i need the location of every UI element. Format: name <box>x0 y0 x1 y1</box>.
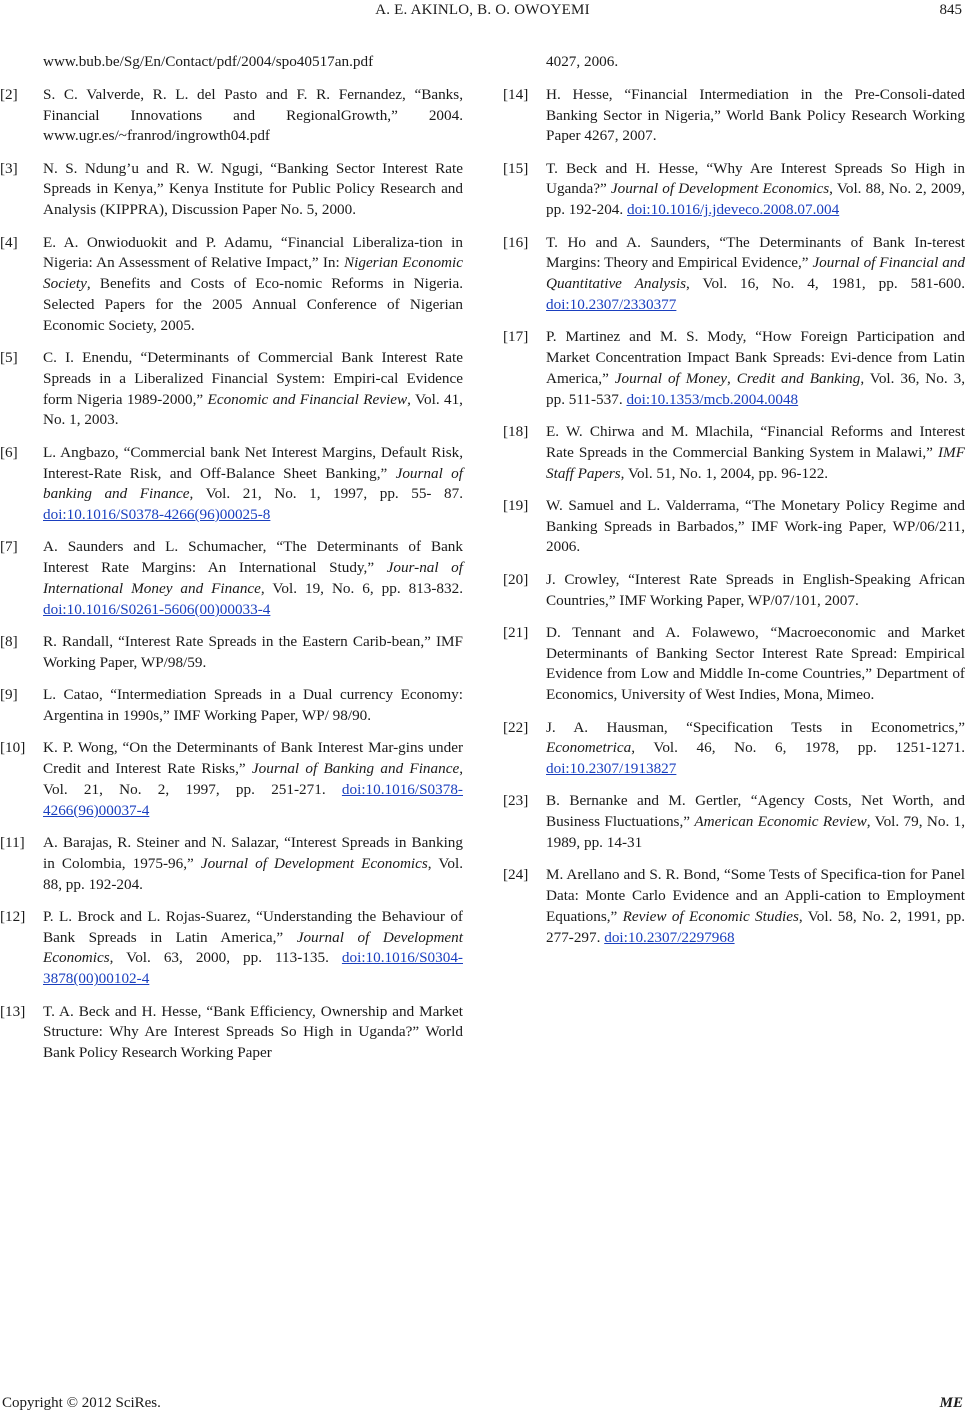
reference-number: [6] <box>0 443 18 461</box>
reference-11 <box>0 833 463 895</box>
reference-text: W. Samuel and L. Valderrama, “The Monetary Policy Regime and Banking Spreads in Barbados,” IMF Work-ing Paper, WP/06/211, 2006. <box>546 496 965 556</box>
reference-text: P. L. Brock and L. Rojas-Suarez, “Understanding the Behaviour of Bank Spreads in Latin America,” <box>43 907 463 946</box>
reference-14 <box>503 85 965 147</box>
reference-details: , Vol. 79, No. 1, 1989, pp. 14-31 <box>546 813 965 851</box>
reference-number: [21] <box>503 623 529 641</box>
publication-title: Journal of Banking and Finance <box>251 760 460 778</box>
reference-text: A. Saunders and L. Schumacher, “The Determinants of Bank Interest Rate Margins: An International Study,” <box>43 538 463 577</box>
reference-text: J. A. Hausman, “Specification Tests in Econometrics,” <box>546 718 965 736</box>
reference-number: [24] <box>503 866 529 884</box>
continued-text: 4027, 2006. <box>546 53 619 70</box>
doi-link[interactable]: doi:10.2307/2297968 <box>604 928 735 946</box>
publication-title: Journal of Money <box>614 369 728 387</box>
publication-title: Review of Economic Studies <box>622 907 799 925</box>
reference-text: B. Bernanke and M. Gertler, “Agency Costs, Net Worth, and Business Fluctuations,” <box>546 792 965 831</box>
reference-text: S. C. Valverde, R. L. del Pasto and F. R. Fernandez, “Banks, Financial Innovations and RegionalGrowth,” 2004. www.ugr.es/~franrod/ingrowth04.pdf <box>43 85 463 145</box>
doi-link[interactable]: doi:10.1016/j.jdeveco.2008.07.004 <box>627 201 840 219</box>
publication-title: American Economic Review <box>694 813 867 831</box>
publication-title: IMF Staff Papers <box>546 443 965 482</box>
reference-text: D. Tennant and A. Folawewo, “Macroeconomic and Market Determinants of Banking Sector Interest Rate Spread: Empirical Evidence from Low and Middle In-come Countries,” Department of Economics, University of West Indies, Mona, Mimeo. <box>546 623 965 704</box>
reference-details: , Vol. 16, No. 4, 1981, pp. 581-600. <box>686 275 965 293</box>
reference-text: C. I. Enendu, “Determinants of Commercial Bank Interest Rate Spreads in a Liberalized Financial System: Empiri-cal Evidence form Nigeria 1989-2000,” <box>43 349 463 408</box>
reference-text: N. S. Ndung’u and R. W. Ngugi, “Banking Sector Interest Rate Spreads in Kenya,” Kenya Institute for Public Policy Research and Analysis (KIPPRA), Discussion Paper No. 5, 2000. <box>43 159 463 219</box>
reference-number: [7] <box>0 538 18 556</box>
reference-number: [15] <box>503 159 529 177</box>
reference-text: L. Angbazo, “Commercial bank Net Interest Margins, Default Risk, Interest-Rate Risk, and Off-Balance Sheet Banking,” <box>43 443 463 482</box>
reference-17 <box>503 327 965 410</box>
reference-number: [13] <box>0 1002 26 1020</box>
reference-number: [11] <box>0 834 25 851</box>
reference-number: [10] <box>0 739 26 757</box>
reference-text: T. A. Beck and H. Hesse, “Bank Efficiency, Ownership and Market Structure: Why Are Interest Spreads So High in Uganda?” World Bank Policy Research Working Paper <box>43 1002 463 1062</box>
reference-6 <box>0 443 463 526</box>
running-header <box>0 0 965 24</box>
reference-21 <box>503 623 965 706</box>
doi-link[interactable]: doi:10.2307/1913827 <box>546 760 677 778</box>
reference-details: , Vol. 88, pp. 192-204. <box>43 854 463 893</box>
journal-abbreviation: ME <box>939 1395 963 1411</box>
reference-details: , Vol. 21, No. 1, 1997, pp. 55- 87. <box>189 485 463 503</box>
reference-22 <box>503 718 965 780</box>
doi-link[interactable]: doi:10.1016/S0378-4266(96)00025-8 <box>43 506 271 524</box>
references-right-column <box>503 52 965 960</box>
publication-title: Journal of Development Economics <box>200 854 428 872</box>
reference-number: [23] <box>503 792 529 810</box>
reference-text: J. Crowley, “Interest Rate Spreads in English-Speaking African Countries,” IMF Working Paper, WP/07/101, 2007. <box>546 570 965 609</box>
reference-details: , Vol. 19, No. 6, pp. 813-832. <box>260 580 463 598</box>
reference-2 <box>0 85 463 147</box>
reference-details: , Vol. 88, No. 2, 2009, pp. 192-204. <box>546 180 965 219</box>
reference-16 <box>503 233 965 316</box>
reference-4 <box>0 233 463 337</box>
publication-title: Journal of Development Economics <box>610 180 830 198</box>
reference-number: [4] <box>0 233 18 251</box>
reference-text: K. P. Wong, “On the Determinants of Bank Interest Mar-gins under Credit and Interest Rate Risks,” <box>43 739 463 778</box>
publication-title: Jour-nal of International Money and Finance <box>43 559 463 598</box>
reference-3 <box>0 159 463 221</box>
reference-19 <box>503 496 965 558</box>
reference-number: [5] <box>0 349 18 367</box>
header-authors: A. E. AKINLO, B. O. OWOYEMI <box>375 2 590 18</box>
reference-text: R. Randall, “Interest Rate Spreads in the Eastern Carib-bean,” IMF Working Paper, WP/98/59. <box>43 633 463 671</box>
publication-title: Journal of banking and Finance <box>43 464 463 503</box>
reference-details: , Vol. 41, No. 1, 2003. <box>43 390 463 429</box>
doi-link[interactable]: doi:10.1016/S0261-5606(00)00033-4 <box>43 600 271 618</box>
reference-18 <box>503 422 965 484</box>
publication-title: Journal of Financial and Quantitative Analysis <box>546 254 965 293</box>
publication-title-2: Credit and Banking <box>736 369 861 387</box>
publication-title: Econometrica <box>546 739 632 757</box>
publication-title: Nigerian Economic Society <box>43 254 463 293</box>
reference-details: , Vol. 58, No. 2, 1991, pp. 277-297. <box>546 907 965 946</box>
doi-link[interactable]: doi:10.1016/S0304-3878(00)00102-4 <box>43 949 463 988</box>
continued-url: www.bub.be/Sg/En/Contact/pdf/2004/spo40517an.pdf <box>43 53 374 70</box>
reference-text: T. Beck and H. Hesse, “Why Are Interest Spreads So High in Uganda?” <box>546 159 965 198</box>
reference-5 <box>0 348 463 431</box>
reference-12 <box>0 907 463 990</box>
reference-number: [3] <box>0 159 18 177</box>
reference-number: [22] <box>503 718 529 736</box>
reference-text: L. Catao, “Intermediation Spreads in a Dual currency Economy: Argentina in 1990s,” IMF Working Paper, WP/ 98/90. <box>43 686 463 725</box>
publication-title: Economic and Financial Review <box>207 390 408 408</box>
reference-10 <box>0 738 463 821</box>
reference-text: A. Barajas, R. Steiner and N. Salazar, “Interest Spreads in Banking in Colombia, 1975-96,” <box>43 834 463 872</box>
reference-number: [14] <box>503 85 529 103</box>
reference-number: [20] <box>503 570 529 588</box>
reference-text: M. Arellano and S. R. Bond, “Some Tests of Specifica-tion for Panel Data: Monte Carlo Evidence and an Appli-cation to Employment Equations,” <box>546 866 965 925</box>
doi-link[interactable]: doi:10.1353/mcb.2004.0048 <box>626 390 799 408</box>
reference-number: [8] <box>0 633 18 651</box>
reference-number: [17] <box>503 328 529 346</box>
publication-title: Journal of Development Economics <box>43 928 463 967</box>
reference-continuation <box>0 52 463 73</box>
copyright-notice: Copyright © 2012 SciRes. <box>2 1395 161 1411</box>
reference-details: , Vol. 36, No. 3, pp. 511-537. <box>546 369 965 408</box>
reference-details: , Vol. 51, No. 1, 2004, pp. 96-122. <box>620 464 829 482</box>
reference-text: P. Martinez and M. S. Mody, “How Foreign Participation and Market Concentration Impact Bank Spreads: Evi-dence from Latin America,” <box>546 328 965 387</box>
reference-details: , Vol. 21, No. 2, 1997, pp. 251-271. <box>43 760 463 798</box>
reference-7 <box>0 537 463 620</box>
reference-number: [18] <box>503 422 529 440</box>
doi-link[interactable]: doi:10.1016/S0378-4266(96)00037-4 <box>43 780 463 819</box>
title-separator: , <box>727 369 737 387</box>
reference-details: , Vol. 46, No. 6, 1978, pp. 1251-1271. <box>631 739 965 757</box>
doi-link[interactable]: doi:10.2307/2330377 <box>546 295 677 313</box>
reference-number: [19] <box>503 496 529 514</box>
reference-text: E. W. Chirwa and M. Mlachila, “Financial Reforms and Interest Rate Spreads in the Commercial Banking System in Malawi,” <box>546 422 965 461</box>
reference-9 <box>0 685 463 727</box>
references-left-column <box>0 52 463 1075</box>
reference-details: , Benefits and Costs of Eco-nomic Reforms in Nigeria. Selected Papers for the 2005 Annual Conference of Nigerian Economic Society, 2005. <box>43 275 463 334</box>
reference-text: E. A. Onwioduokit and P. Adamu, “Financial Liberaliza-tion in Nigeria: An Assessment of Relative Impact,” In: <box>43 233 463 272</box>
reference-number: [2] <box>0 85 18 103</box>
reference-15 <box>503 159 965 221</box>
reference-continuation <box>503 52 965 73</box>
page-number: 845 <box>939 2 962 18</box>
reference-23 <box>503 791 965 853</box>
reference-text: H. Hesse, “Financial Intermediation in the Pre-Consoli-dated Banking Sector in Nigeria,” World Bank Policy Research Working Paper 4267, 2007. <box>546 85 965 145</box>
reference-13 <box>0 1002 463 1064</box>
reference-number: [16] <box>503 233 529 251</box>
reference-number: [12] <box>0 907 26 925</box>
reference-8 <box>0 632 463 674</box>
reference-text: T. Ho and A. Saunders, “The Determinants of Bank In-terest Margins: Theory and Empirical Evidence,” <box>546 233 965 272</box>
reference-number: [9] <box>0 686 18 704</box>
reference-details: , Vol. 63, 2000, pp. 113-135. <box>109 949 342 967</box>
reference-20 <box>503 570 965 612</box>
reference-24 <box>503 865 965 948</box>
